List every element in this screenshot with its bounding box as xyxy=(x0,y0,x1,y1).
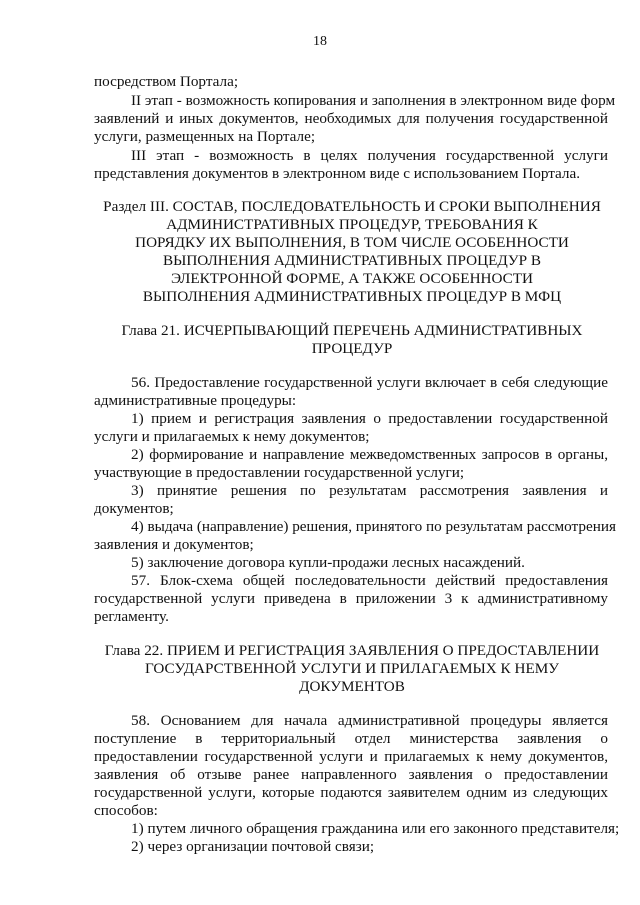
text-line: 3) принятие решения по результатам рассмотрения заявления и xyxy=(131,482,608,499)
text-line: II этап - возможность копирования и заполнения в электронном виде форм xyxy=(131,92,616,109)
text-line: государственной услуги приведена в приложении 3 к административному xyxy=(94,590,608,607)
chapter-title-line: ГОСУДАРСТВЕННОЙ УСЛУГИ И ПРИЛАГАЕМЫХ К НЕМУ xyxy=(145,660,559,677)
text-line: заявлений и иных документов, необходимых для получения государственной xyxy=(94,110,608,127)
section-title-line: АДМИНИСТРАТИВНЫХ ПРОЦЕДУР, ТРЕБОВАНИЯ К xyxy=(166,216,538,233)
text-line: государственной услуги, которые подаются заявителем одним из следующих xyxy=(94,784,608,801)
page-number: 18 xyxy=(313,34,327,49)
text-line: 57. Блок-схема общей последовательности действий предоставления xyxy=(131,572,608,589)
section-title-line: ПОРЯДКУ ИХ ВЫПОЛНЕНИЯ, В ТОМ ЧИСЛЕ ОСОБЕННОСТИ xyxy=(135,234,569,251)
section-title-line: ЭЛЕКТРОННОЙ ФОРМЕ, А ТАКЖЕ ОСОБЕННОСТИ xyxy=(170,270,534,287)
section-title-line: ВЫПОЛНЕНИЯ АДМИНИСТРАТИВНЫХ ПРОЦЕДУР В xyxy=(162,252,542,269)
text-line: 1) прием и регистрация заявления о предоставлении государственной xyxy=(131,410,608,427)
text-line: регламенту. xyxy=(94,608,169,625)
text-line: III этап - возможность в целях получения государственной услуги xyxy=(131,147,608,164)
text-line: посредством Портала; xyxy=(94,73,239,90)
text-line: поступление в территориальный отдел министерства заявления о xyxy=(94,730,608,747)
text-line: административные процедуры: xyxy=(94,392,297,409)
text-line: 2) формирование и направление межведомственных запросов в органы, xyxy=(131,446,608,463)
text-line: 58. Основанием для начала административной процедуры является xyxy=(131,712,608,729)
text-line: заявления об отзыве ранее направленного заявления о предоставлении xyxy=(94,766,608,783)
text-line: заявления и документов; xyxy=(94,536,254,553)
text-line: участвующие в предоставлении государственной услуги; xyxy=(94,464,465,481)
text-line: 2) через организации почтовой связи; xyxy=(131,838,375,855)
section-title-line: ВЫПОЛНЕНИЯ АДМИНИСТРАТИВНЫХ ПРОЦЕДУР В МФЦ xyxy=(142,288,562,305)
chapter-title-line: ПРОЦЕДУР xyxy=(311,340,393,357)
text-line: предоставлении государственной услуги и прилагаемых к нему документов, xyxy=(94,748,608,765)
section-title-line: Раздел III. СОСТАВ, ПОСЛЕДОВАТЕЛЬНОСТЬ И СРОКИ ВЫПОЛНЕНИЯ xyxy=(103,198,601,215)
text-line: услуги, размещенных на Портале; xyxy=(94,128,316,145)
text-line: представления документов в электронном виде с использованием Портала. xyxy=(94,165,581,182)
chapter-title-line: Глава 22. ПРИЕМ И РЕГИСТРАЦИЯ ЗАЯВЛЕНИЯ О ПРЕДОСТАВЛЕНИИ xyxy=(104,642,600,659)
chapter-title-line: ДОКУМЕНТОВ xyxy=(299,678,405,695)
text-line: 4) выдача (направление) решения, принятого по результатам рассмотрения xyxy=(131,518,616,535)
text-line: документов; xyxy=(94,500,174,517)
chapter-title-line: Глава 21. ИСЧЕРПЫВАЮЩИЙ ПЕРЕЧЕНЬ АДМИНИСТРАТИВНЫХ xyxy=(121,322,583,339)
text-line: способов: xyxy=(94,802,158,819)
text-line: услуги и прилагаемых к нему документов; xyxy=(94,428,370,445)
text-line: 56. Предоставление государственной услуги включает в себя следующие xyxy=(131,374,608,391)
text-line: 5) заключение договора купли-продажи лесных насаждений. xyxy=(131,554,525,571)
text-line: 1) путем личного обращения гражданина или его законного представителя; xyxy=(131,820,620,837)
